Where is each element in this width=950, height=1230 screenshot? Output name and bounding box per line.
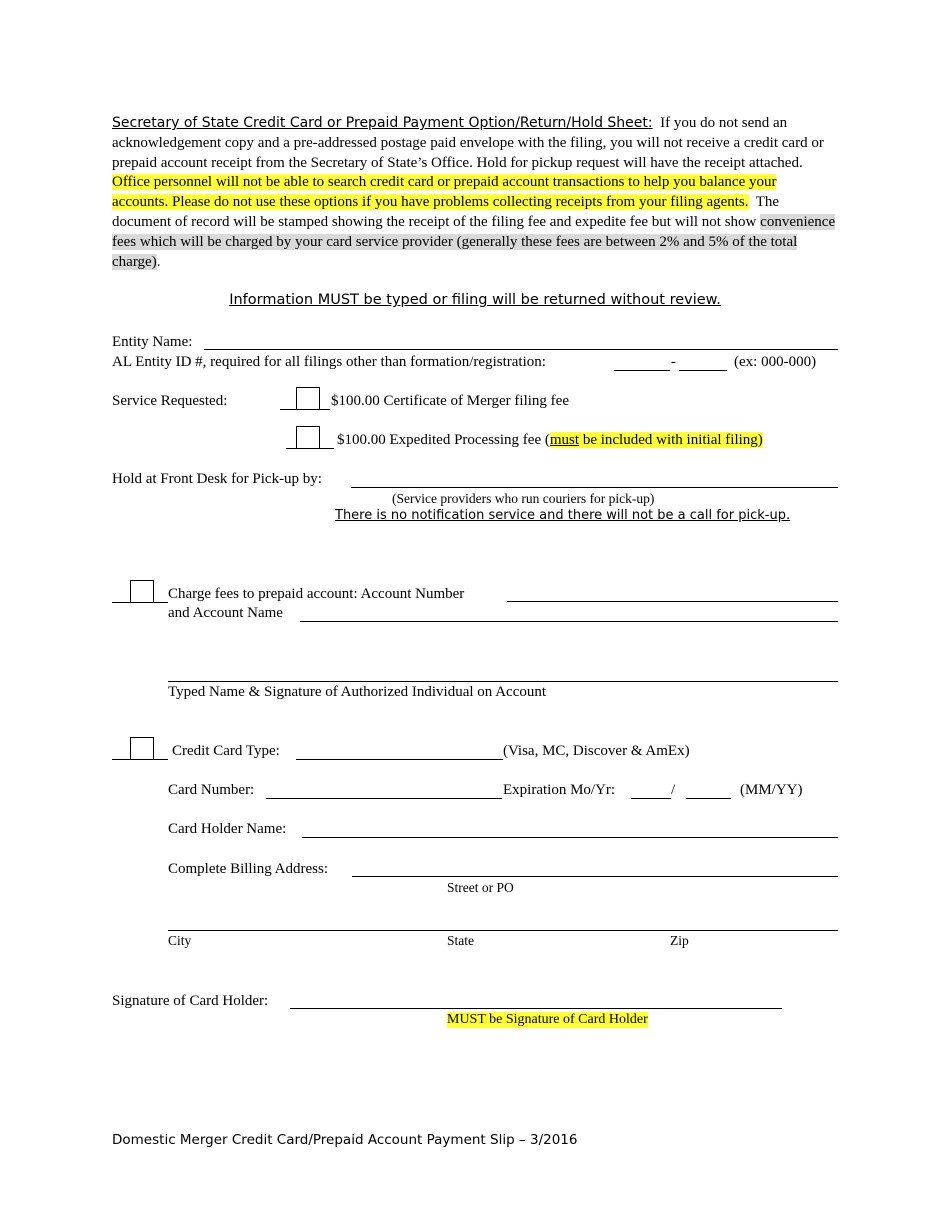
prepaid-account-name-label: and Account Name <box>168 605 283 621</box>
billing-street-field[interactable] <box>352 876 838 877</box>
hold-notice: There is no notification service and there will not be a call for pick-up. <box>335 508 791 523</box>
card-type-label: Credit Card Type: <box>172 743 280 759</box>
billing-city-state-zip-field[interactable] <box>168 930 838 931</box>
card-number-field[interactable] <box>266 798 502 799</box>
billing-address-label: Complete Billing Address: <box>168 861 328 877</box>
entity-id-example: (ex: 000-000) <box>734 354 817 370</box>
entity-id-field-1[interactable] <box>614 370 670 371</box>
card-holder-signature-field[interactable] <box>290 1008 782 1009</box>
card-holder-field[interactable] <box>302 837 838 838</box>
intro-text-2: The document of record will be stamped showing the receipt of the filing fee and expedite fee but will not show <box>112 194 780 230</box>
typed-notice: Information MUST be typed or filing will be returned without review. <box>229 292 721 308</box>
hold-label: Hold at Front Desk for Pick-up by: <box>112 471 322 487</box>
intro-highlight: Office personnel will not be able to search credit card or prepaid account transactions to help you balance your accounts. Please do not use these options if you have problems collecting receipts from your filing agents. <box>112 174 777 211</box>
prepaid-account-name-field[interactable] <box>300 621 838 622</box>
certificate-fee-label: $100.00 Certificate of Merger filing fee <box>331 393 569 409</box>
intro-paragraph <box>112 114 836 272</box>
expiration-month-field[interactable] <box>631 798 671 799</box>
expedite-note: be included with initial filing) <box>579 432 763 448</box>
service-label: Service Requested: <box>112 393 228 409</box>
expedite-fee-text: $100.00 Expedited Processing fee ( <box>337 432 550 448</box>
prepaid-checkbox[interactable] <box>130 580 154 603</box>
sheet-title: Secretary of State Credit Card or Prepaid Payment Option/Return/Hold Sheet: <box>112 115 653 131</box>
entity-id-field-2[interactable] <box>679 370 727 371</box>
footer-text: Domestic Merger Credit Card/Prepaid Account Payment Slip – 3/2016 <box>112 1132 578 1148</box>
expiration-hint: (MM/YY) <box>740 782 803 798</box>
signature-note: MUST be Signature of Card Holder <box>447 1012 648 1027</box>
card-type-field[interactable] <box>296 759 503 760</box>
expiration-label: Expiration Mo/Yr: <box>503 782 616 798</box>
credit-card-checkbox[interactable] <box>130 737 154 760</box>
city-label: City <box>168 933 192 948</box>
entity-name-field[interactable] <box>204 349 838 350</box>
card-holder-signature-label: Signature of Card Holder: <box>112 993 269 1009</box>
prepaid-account-label: Charge fees to prepaid account: Account Number <box>168 586 465 602</box>
expedite-fee-label <box>337 432 763 449</box>
prepaid-signature-field[interactable] <box>168 681 838 682</box>
card-holder-label: Card Holder Name: <box>168 821 287 837</box>
prepaid-account-number-field[interactable] <box>507 601 838 602</box>
intro-end: . <box>156 253 161 270</box>
prepaid-signature-label: Typed Name & Signature of Authorized Individual on Account <box>168 684 547 700</box>
expedite-must: must <box>549 432 580 448</box>
expedite-checkbox[interactable] <box>296 426 320 449</box>
expiration-year-field[interactable] <box>686 798 731 799</box>
entity-name-label: Entity Name: <box>112 334 193 350</box>
card-number-label: Card Number: <box>168 782 255 798</box>
hold-field[interactable] <box>351 487 838 488</box>
expiration-slash: / <box>671 782 676 798</box>
state-label: State <box>447 933 474 948</box>
street-label: Street or PO <box>447 880 514 895</box>
intro-grey-highlight: convenience fees which will be charged by your card service provider (generally these fees are between 2% and 5% of the total charge) <box>112 213 836 270</box>
hold-sub-label: (Service providers who run couriers for pick-up) <box>392 491 655 506</box>
card-type-hint: (Visa, MC, Discover & AmEx) <box>503 743 690 759</box>
entity-id-label: AL Entity ID #, required for all filings other than formation/registration: <box>112 354 546 370</box>
entity-id-dash: - <box>671 354 676 370</box>
zip-label: Zip <box>670 933 689 948</box>
intro-text-1: If you do not send an acknowledgement copy and a pre-addressed postage paid envelope with the filing, you will not receive a credit card or prepaid account receipt from the Secretary of State’s Office. Hold for pickup request will have the receipt attached. <box>112 115 824 171</box>
certificate-checkbox[interactable] <box>296 387 320 410</box>
